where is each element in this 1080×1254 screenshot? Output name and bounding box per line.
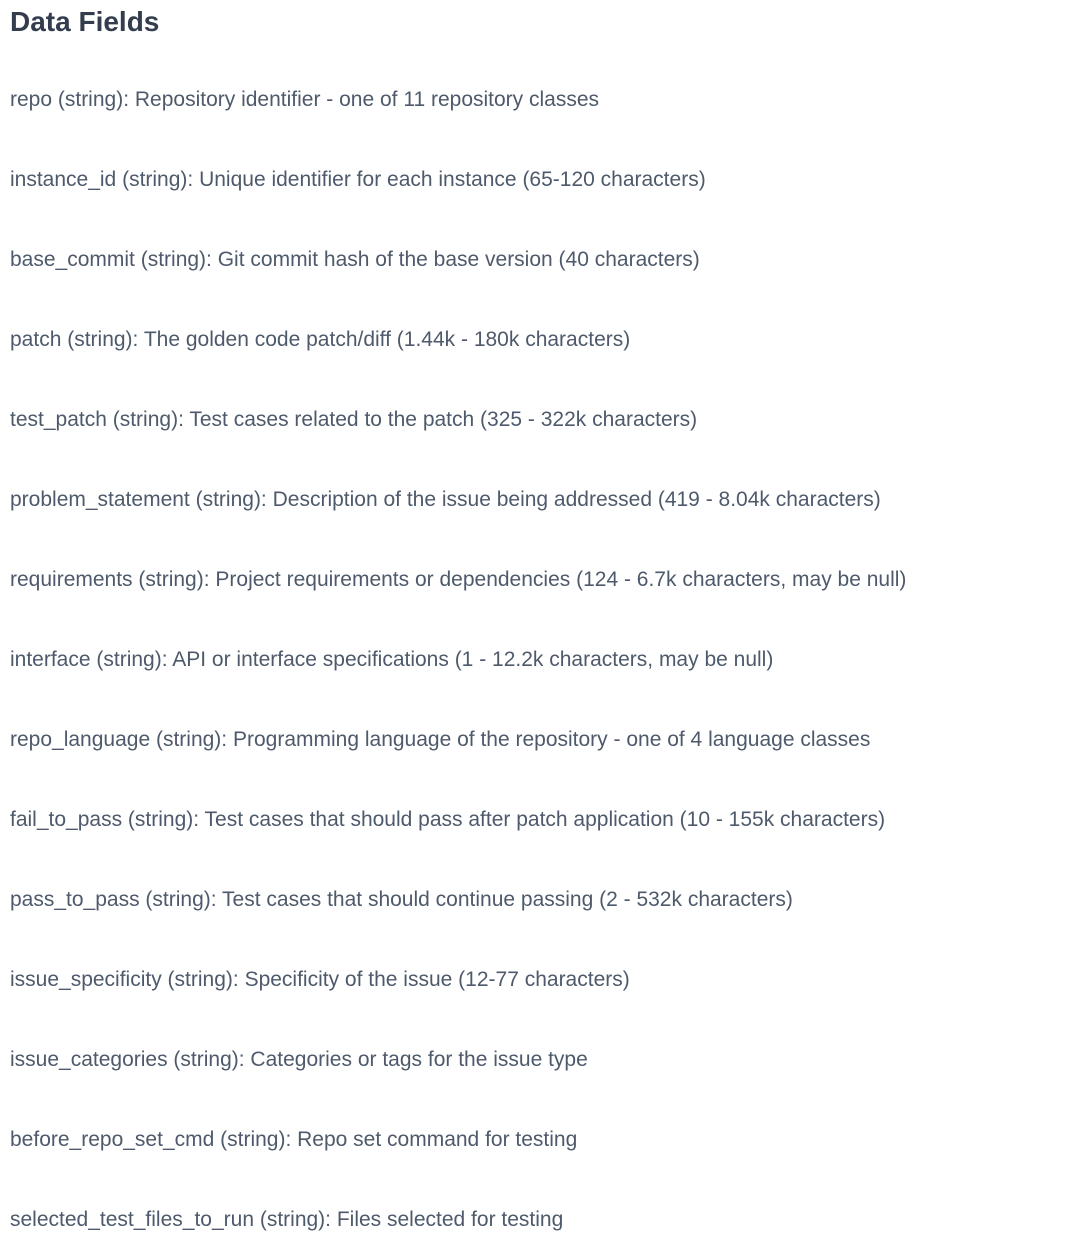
field-description: instance_id (string): Unique identifier for each instance (65-120 characters) bbox=[10, 168, 706, 191]
field-description: base_commit (string): Git commit hash of the base version (40 characters) bbox=[10, 248, 700, 271]
field-description: test_patch (string): Test cases related to the patch (325 - 322k characters) bbox=[10, 408, 698, 431]
field-description: before_repo_set_cmd (string): Repo set command for testing bbox=[10, 1128, 578, 1151]
field-description: fail_to_pass (string): Test cases that should pass after patch application (10 - 155k characters) bbox=[10, 808, 886, 831]
field-description: selected_test_files_to_run (string): Files selected for testing bbox=[10, 1208, 564, 1231]
field-description: pass_to_pass (string): Test cases that should continue passing (2 - 532k characters) bbox=[10, 888, 793, 911]
field-description: repo (string): Repository identifier - one of 11 repository classes bbox=[10, 88, 600, 111]
field-description: requirements (string): Project requirements or dependencies (124 - 6.7k characters, may be null) bbox=[10, 568, 907, 591]
field-description: repo_language (string): Programming language of the repository - one of 4 language classes bbox=[10, 728, 871, 751]
field-description: issue_categories (string): Categories or tags for the issue type bbox=[10, 1048, 588, 1071]
field-list bbox=[10, 83, 1070, 1236]
field-description: problem_statement (string): Description of the issue being addressed (419 - 8.04k characters) bbox=[10, 488, 881, 511]
field-description: interface (string): API or interface specifications (1 - 12.2k characters, may be null) bbox=[10, 648, 774, 671]
field-description: issue_specificity (string): Specificity of the issue (12-77 characters) bbox=[10, 968, 630, 991]
section-title: Data Fields bbox=[10, 6, 160, 37]
field-description: patch (string): The golden code patch/diff (1.44k - 180k characters) bbox=[10, 328, 631, 351]
